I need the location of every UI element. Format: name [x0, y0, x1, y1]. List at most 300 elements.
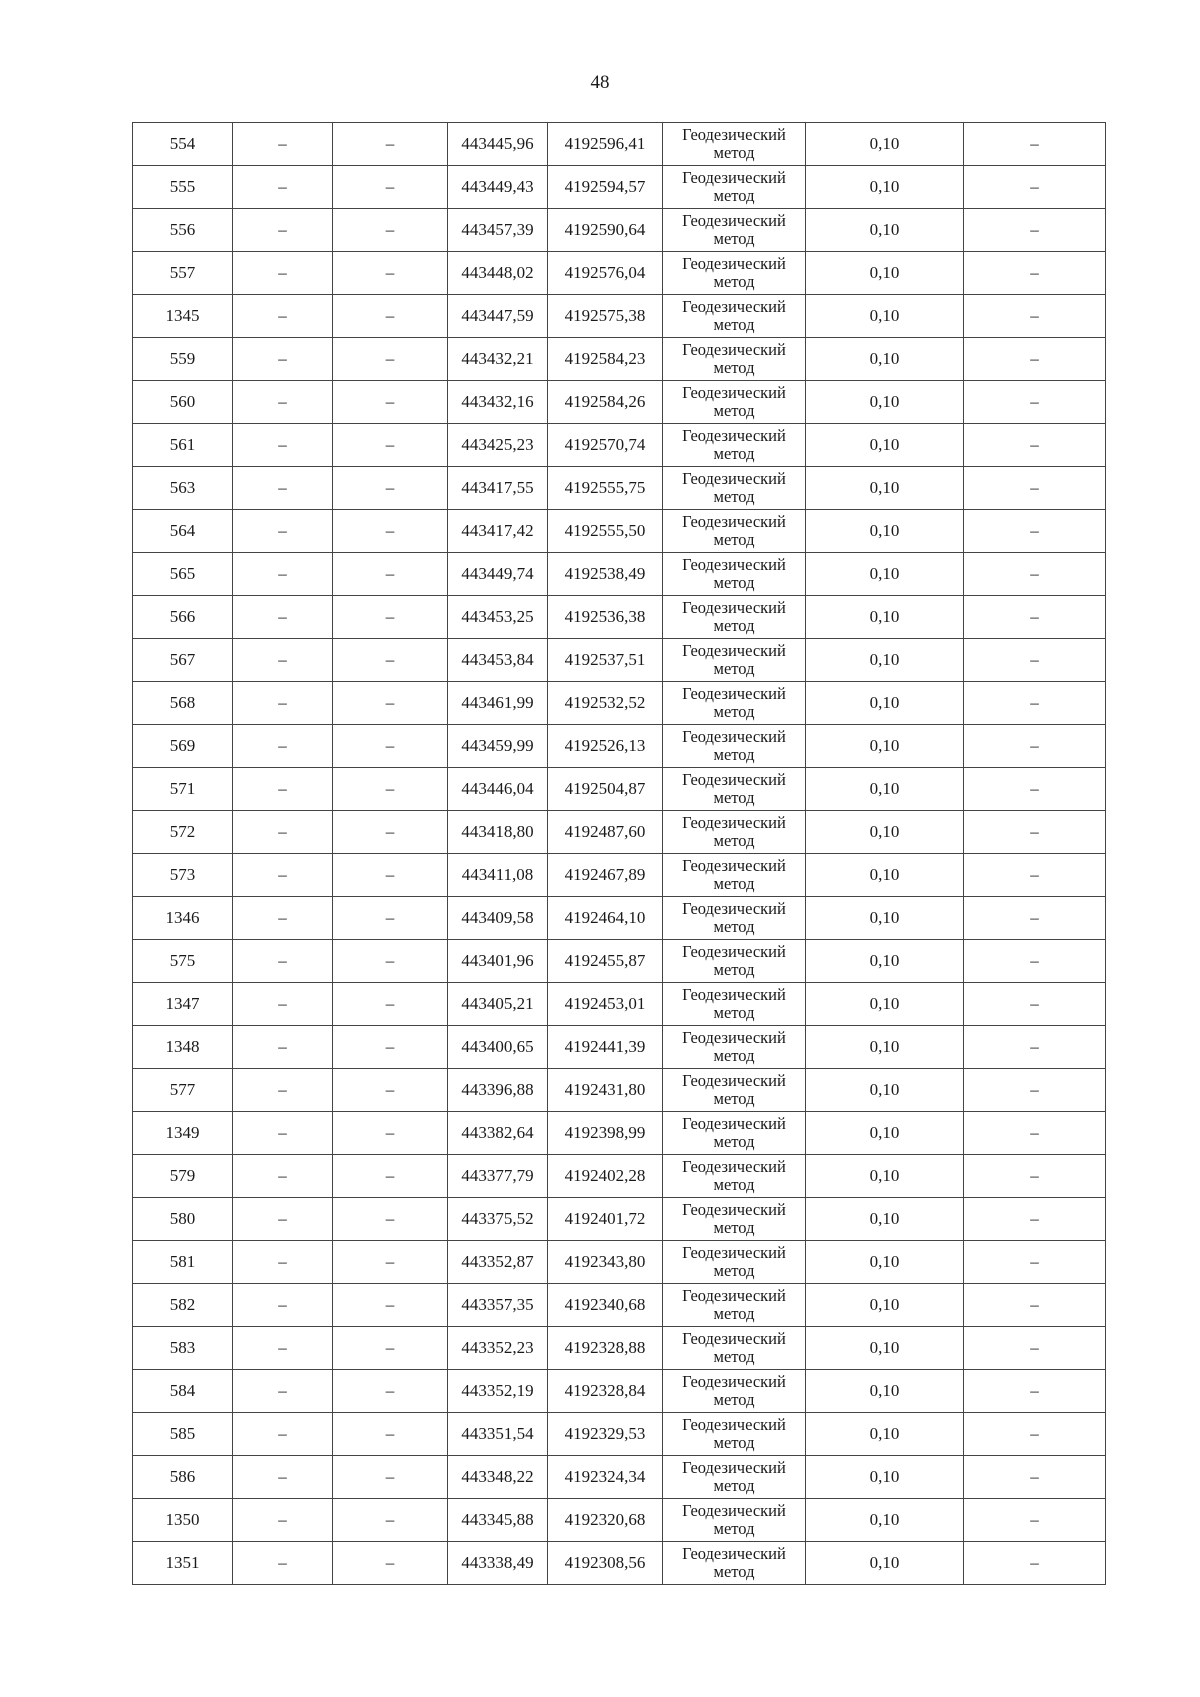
- y-coordinate-cell: 4192324,34: [548, 1456, 663, 1499]
- method-label-line1: Геодезический: [682, 812, 786, 832]
- point-number-cell: 566: [133, 596, 233, 639]
- dash-cell: –: [333, 338, 448, 381]
- point-number-cell: 565: [133, 553, 233, 596]
- dash-cell: –: [333, 1198, 448, 1241]
- accuracy-cell: 0,10: [806, 854, 964, 897]
- method-cell: [663, 1112, 806, 1155]
- accuracy-cell: 0,10: [806, 1370, 964, 1413]
- dash-cell: –: [233, 1456, 333, 1499]
- page-number: 48: [590, 72, 610, 93]
- dash-cell: –: [233, 1499, 333, 1542]
- method-cell: [663, 854, 806, 897]
- table-row: [133, 510, 1106, 553]
- dash-cell: –: [233, 940, 333, 983]
- dash-cell: –: [233, 1069, 333, 1112]
- method-label-line2: метод: [713, 1132, 755, 1151]
- method-cell: [663, 338, 806, 381]
- point-number-cell: 1351: [133, 1542, 233, 1585]
- dash-cell: –: [233, 166, 333, 209]
- table-row: [133, 1413, 1106, 1456]
- dash-cell: –: [233, 1542, 333, 1585]
- accuracy-cell: 0,10: [806, 338, 964, 381]
- method-label-line1: Геодезический: [682, 769, 786, 789]
- method-label-line2: метод: [713, 1089, 755, 1108]
- x-coordinate-cell: 443461,99: [448, 682, 548, 725]
- x-coordinate-cell: 443449,43: [448, 166, 548, 209]
- method-cell: [663, 209, 806, 252]
- y-coordinate-cell: 4192441,39: [548, 1026, 663, 1069]
- method-label-line1: Геодезический: [682, 640, 786, 660]
- dash-cell: –: [333, 1241, 448, 1284]
- table-row: [133, 897, 1106, 940]
- method-label-line1: Геодезический: [682, 1543, 786, 1563]
- dash-cell: –: [333, 295, 448, 338]
- table-row: [133, 1327, 1106, 1370]
- dash-cell: –: [233, 209, 333, 252]
- method-cell: [663, 1155, 806, 1198]
- method-label-line1: Геодезический: [682, 1328, 786, 1348]
- dash-cell: –: [233, 1155, 333, 1198]
- x-coordinate-cell: 443405,21: [448, 983, 548, 1026]
- dash-cell: –: [964, 1542, 1106, 1585]
- dash-cell: –: [333, 381, 448, 424]
- dash-cell: –: [333, 1112, 448, 1155]
- y-coordinate-cell: 4192555,50: [548, 510, 663, 553]
- dash-cell: –: [964, 1026, 1106, 1069]
- method-cell: [663, 1198, 806, 1241]
- accuracy-cell: 0,10: [806, 1155, 964, 1198]
- dash-cell: –: [333, 553, 448, 596]
- accuracy-cell: 0,10: [806, 252, 964, 295]
- dash-cell: –: [964, 1069, 1106, 1112]
- x-coordinate-cell: 443449,74: [448, 553, 548, 596]
- y-coordinate-cell: 4192329,53: [548, 1413, 663, 1456]
- accuracy-cell: 0,10: [806, 295, 964, 338]
- method-cell: [663, 1499, 806, 1542]
- method-label-line1: Геодезический: [682, 1156, 786, 1176]
- method-cell: [663, 1327, 806, 1370]
- x-coordinate-cell: 443448,02: [448, 252, 548, 295]
- dash-cell: –: [233, 1284, 333, 1327]
- x-coordinate-cell: 443396,88: [448, 1069, 548, 1112]
- method-label-line2: метод: [713, 530, 755, 549]
- point-number-cell: 557: [133, 252, 233, 295]
- table-body: [133, 123, 1106, 1585]
- x-coordinate-cell: 443432,16: [448, 381, 548, 424]
- accuracy-cell: 0,10: [806, 381, 964, 424]
- y-coordinate-cell: 4192320,68: [548, 1499, 663, 1542]
- table-row: [133, 725, 1106, 768]
- x-coordinate-cell: 443417,42: [448, 510, 548, 553]
- y-coordinate-cell: 4192343,80: [548, 1241, 663, 1284]
- method-cell: [663, 1241, 806, 1284]
- point-number-cell: 568: [133, 682, 233, 725]
- y-coordinate-cell: 4192398,99: [548, 1112, 663, 1155]
- method-label-line2: метод: [713, 616, 755, 635]
- dash-cell: –: [964, 295, 1106, 338]
- table-row: [133, 424, 1106, 467]
- point-number-cell: 577: [133, 1069, 233, 1112]
- table-row: [133, 1241, 1106, 1284]
- accuracy-cell: 0,10: [806, 1284, 964, 1327]
- accuracy-cell: 0,10: [806, 983, 964, 1026]
- dash-cell: –: [233, 510, 333, 553]
- accuracy-cell: 0,10: [806, 596, 964, 639]
- method-label-line2: метод: [713, 874, 755, 893]
- dash-cell: –: [333, 166, 448, 209]
- accuracy-cell: 0,10: [806, 1413, 964, 1456]
- method-label-line1: Геодезический: [682, 382, 786, 402]
- dash-cell: –: [964, 811, 1106, 854]
- point-number-cell: 564: [133, 510, 233, 553]
- method-label-line2: метод: [713, 1218, 755, 1237]
- dash-cell: –: [964, 897, 1106, 940]
- point-number-cell: 584: [133, 1370, 233, 1413]
- x-coordinate-cell: 443432,21: [448, 338, 548, 381]
- point-number-cell: 573: [133, 854, 233, 897]
- method-label-line1: Геодезический: [682, 210, 786, 230]
- method-label-line1: Геодезический: [682, 1414, 786, 1434]
- y-coordinate-cell: 4192584,26: [548, 381, 663, 424]
- dash-cell: –: [233, 123, 333, 166]
- dash-cell: –: [964, 1284, 1106, 1327]
- dash-cell: –: [233, 381, 333, 424]
- dash-cell: –: [233, 897, 333, 940]
- dash-cell: –: [233, 338, 333, 381]
- method-cell: [663, 1542, 806, 1585]
- table-row: [133, 1370, 1106, 1413]
- dash-cell: –: [964, 209, 1106, 252]
- y-coordinate-cell: 4192526,13: [548, 725, 663, 768]
- dash-cell: –: [333, 123, 448, 166]
- table-row: [133, 381, 1106, 424]
- table-row: [133, 123, 1106, 166]
- dash-cell: –: [964, 1499, 1106, 1542]
- x-coordinate-cell: 443459,99: [448, 725, 548, 768]
- dash-cell: –: [233, 1198, 333, 1241]
- dash-cell: –: [333, 1284, 448, 1327]
- dash-cell: –: [333, 1413, 448, 1456]
- table-row: [133, 252, 1106, 295]
- method-label-line1: Геодезический: [682, 597, 786, 617]
- table-row: [133, 338, 1106, 381]
- point-number-cell: 555: [133, 166, 233, 209]
- method-cell: [663, 897, 806, 940]
- method-label-line2: метод: [713, 1390, 755, 1409]
- dash-cell: –: [333, 639, 448, 682]
- accuracy-cell: 0,10: [806, 1112, 964, 1155]
- method-label-line2: метод: [713, 186, 755, 205]
- method-label-line1: Геодезический: [682, 296, 786, 316]
- dash-cell: –: [233, 854, 333, 897]
- method-label-line2: метод: [713, 745, 755, 764]
- x-coordinate-cell: 443409,58: [448, 897, 548, 940]
- point-number-cell: 572: [133, 811, 233, 854]
- method-cell: [663, 467, 806, 510]
- accuracy-cell: 0,10: [806, 1026, 964, 1069]
- x-coordinate-cell: 443377,79: [448, 1155, 548, 1198]
- accuracy-cell: 0,10: [806, 725, 964, 768]
- x-coordinate-cell: 443338,49: [448, 1542, 548, 1585]
- x-coordinate-cell: 443446,04: [448, 768, 548, 811]
- method-cell: [663, 510, 806, 553]
- method-label-line1: Геодезический: [682, 726, 786, 746]
- table-row: [133, 209, 1106, 252]
- dash-cell: –: [233, 295, 333, 338]
- method-label-line1: Геодезический: [682, 339, 786, 359]
- table-row: [133, 1456, 1106, 1499]
- method-label-line1: Геодезический: [682, 124, 786, 144]
- method-label-line1: Геодезический: [682, 1285, 786, 1305]
- method-cell: [663, 1026, 806, 1069]
- dash-cell: –: [333, 725, 448, 768]
- method-label-line2: метод: [713, 1003, 755, 1022]
- table-row: [133, 1155, 1106, 1198]
- y-coordinate-cell: 4192504,87: [548, 768, 663, 811]
- dash-cell: –: [333, 940, 448, 983]
- point-number-cell: 585: [133, 1413, 233, 1456]
- accuracy-cell: 0,10: [806, 940, 964, 983]
- accuracy-cell: 0,10: [806, 1241, 964, 1284]
- point-number-cell: 1345: [133, 295, 233, 338]
- y-coordinate-cell: 4192532,52: [548, 682, 663, 725]
- y-coordinate-cell: 4192590,64: [548, 209, 663, 252]
- method-cell: [663, 639, 806, 682]
- method-label-line1: Геодезический: [682, 1500, 786, 1520]
- dash-cell: –: [964, 424, 1106, 467]
- method-cell: [663, 1284, 806, 1327]
- dash-cell: –: [964, 983, 1106, 1026]
- table-row: [133, 639, 1106, 682]
- method-label-line1: Геодезический: [682, 855, 786, 875]
- method-label-line2: метод: [713, 401, 755, 420]
- x-coordinate-cell: 443352,87: [448, 1241, 548, 1284]
- x-coordinate-cell: 443351,54: [448, 1413, 548, 1456]
- point-number-cell: 554: [133, 123, 233, 166]
- method-label-line1: Геодезический: [682, 253, 786, 273]
- dash-cell: –: [233, 639, 333, 682]
- table-row: [133, 1284, 1106, 1327]
- method-label-line2: метод: [713, 1046, 755, 1065]
- point-number-cell: 560: [133, 381, 233, 424]
- method-label-line2: метод: [713, 831, 755, 850]
- dash-cell: –: [333, 1499, 448, 1542]
- dash-cell: –: [964, 1241, 1106, 1284]
- point-number-cell: 581: [133, 1241, 233, 1284]
- accuracy-cell: 0,10: [806, 553, 964, 596]
- dash-cell: –: [333, 1155, 448, 1198]
- accuracy-cell: 0,10: [806, 811, 964, 854]
- x-coordinate-cell: 443447,59: [448, 295, 548, 338]
- dash-cell: –: [964, 252, 1106, 295]
- method-label-line2: метод: [713, 1347, 755, 1366]
- y-coordinate-cell: 4192464,10: [548, 897, 663, 940]
- x-coordinate-cell: 443352,19: [448, 1370, 548, 1413]
- dash-cell: –: [233, 811, 333, 854]
- dash-cell: –: [233, 1370, 333, 1413]
- method-label-line1: Геодезический: [682, 468, 786, 488]
- x-coordinate-cell: 443411,08: [448, 854, 548, 897]
- method-cell: [663, 1370, 806, 1413]
- y-coordinate-cell: 4192594,57: [548, 166, 663, 209]
- method-cell: [663, 811, 806, 854]
- method-label-line2: метод: [713, 1476, 755, 1495]
- dash-cell: –: [333, 768, 448, 811]
- point-number-cell: 1349: [133, 1112, 233, 1155]
- x-coordinate-cell: 443348,22: [448, 1456, 548, 1499]
- x-coordinate-cell: 443401,96: [448, 940, 548, 983]
- dash-cell: –: [333, 811, 448, 854]
- method-cell: [663, 381, 806, 424]
- accuracy-cell: 0,10: [806, 467, 964, 510]
- point-number-cell: 1348: [133, 1026, 233, 1069]
- method-label-line1: Геодезический: [682, 941, 786, 961]
- dash-cell: –: [964, 596, 1106, 639]
- dash-cell: –: [964, 1112, 1106, 1155]
- dash-cell: –: [964, 338, 1106, 381]
- y-coordinate-cell: 4192584,23: [548, 338, 663, 381]
- dash-cell: –: [964, 467, 1106, 510]
- method-label-line1: Геодезический: [682, 425, 786, 445]
- x-coordinate-cell: 443418,80: [448, 811, 548, 854]
- method-label-line1: Геодезический: [682, 683, 786, 703]
- dash-cell: –: [964, 940, 1106, 983]
- accuracy-cell: 0,10: [806, 1198, 964, 1241]
- table-row: [133, 983, 1106, 1026]
- point-number-cell: 1346: [133, 897, 233, 940]
- dash-cell: –: [964, 682, 1106, 725]
- x-coordinate-cell: 443400,65: [448, 1026, 548, 1069]
- dash-cell: –: [964, 1198, 1106, 1241]
- dash-cell: –: [233, 252, 333, 295]
- dash-cell: –: [964, 123, 1106, 166]
- table-row: [133, 596, 1106, 639]
- x-coordinate-cell: 443425,23: [448, 424, 548, 467]
- x-coordinate-cell: 443417,55: [448, 467, 548, 510]
- point-number-cell: 580: [133, 1198, 233, 1241]
- method-label-line1: Геодезический: [682, 1371, 786, 1391]
- table-row: [133, 1026, 1106, 1069]
- method-label-line1: Геодезический: [682, 1113, 786, 1133]
- method-label-line2: метод: [713, 487, 755, 506]
- table-row: [133, 682, 1106, 725]
- method-label-line2: метод: [713, 1562, 755, 1581]
- accuracy-cell: 0,10: [806, 424, 964, 467]
- x-coordinate-cell: 443382,64: [448, 1112, 548, 1155]
- dash-cell: –: [233, 1026, 333, 1069]
- point-number-cell: 556: [133, 209, 233, 252]
- point-number-cell: 1350: [133, 1499, 233, 1542]
- method-cell: [663, 768, 806, 811]
- dash-cell: –: [964, 639, 1106, 682]
- y-coordinate-cell: 4192401,72: [548, 1198, 663, 1241]
- table-row: [133, 295, 1106, 338]
- dash-cell: –: [233, 1241, 333, 1284]
- point-number-cell: 563: [133, 467, 233, 510]
- method-cell: [663, 1456, 806, 1499]
- dash-cell: –: [964, 854, 1106, 897]
- dash-cell: –: [333, 1370, 448, 1413]
- dash-cell: –: [233, 1327, 333, 1370]
- y-coordinate-cell: 4192328,84: [548, 1370, 663, 1413]
- method-label-line2: метод: [713, 1433, 755, 1452]
- dash-cell: –: [964, 1155, 1106, 1198]
- accuracy-cell: 0,10: [806, 123, 964, 166]
- y-coordinate-cell: 4192328,88: [548, 1327, 663, 1370]
- method-label-line2: метод: [713, 272, 755, 291]
- accuracy-cell: 0,10: [806, 510, 964, 553]
- method-cell: [663, 1069, 806, 1112]
- dash-cell: –: [233, 682, 333, 725]
- dash-cell: –: [333, 1542, 448, 1585]
- dash-cell: –: [333, 854, 448, 897]
- dash-cell: –: [233, 1112, 333, 1155]
- dash-cell: –: [333, 1327, 448, 1370]
- table-row: [133, 467, 1106, 510]
- dash-cell: –: [233, 768, 333, 811]
- y-coordinate-cell: 4192596,41: [548, 123, 663, 166]
- table-row: [133, 768, 1106, 811]
- accuracy-cell: 0,10: [806, 1542, 964, 1585]
- x-coordinate-cell: 443453,84: [448, 639, 548, 682]
- x-coordinate-cell: 443375,52: [448, 1198, 548, 1241]
- dash-cell: –: [964, 1456, 1106, 1499]
- accuracy-cell: 0,10: [806, 897, 964, 940]
- y-coordinate-cell: 4192402,28: [548, 1155, 663, 1198]
- y-coordinate-cell: 4192453,01: [548, 983, 663, 1026]
- accuracy-cell: 0,10: [806, 209, 964, 252]
- dash-cell: –: [333, 682, 448, 725]
- y-coordinate-cell: 4192576,04: [548, 252, 663, 295]
- dash-cell: –: [333, 897, 448, 940]
- method-label-line1: Геодезический: [682, 1070, 786, 1090]
- dash-cell: –: [964, 510, 1106, 553]
- x-coordinate-cell: 443457,39: [448, 209, 548, 252]
- method-label-line2: метод: [713, 229, 755, 248]
- dash-cell: –: [333, 1069, 448, 1112]
- method-label-line1: Геодезический: [682, 898, 786, 918]
- method-label-line1: Геодезический: [682, 511, 786, 531]
- method-cell: [663, 940, 806, 983]
- x-coordinate-cell: 443445,96: [448, 123, 548, 166]
- table-row: [133, 854, 1106, 897]
- dash-cell: –: [964, 1413, 1106, 1456]
- dash-cell: –: [964, 381, 1106, 424]
- method-label-line1: Геодезический: [682, 1242, 786, 1262]
- point-number-cell: 567: [133, 639, 233, 682]
- dash-cell: –: [233, 553, 333, 596]
- dash-cell: –: [233, 725, 333, 768]
- table-row: [133, 1542, 1106, 1585]
- accuracy-cell: 0,10: [806, 166, 964, 209]
- y-coordinate-cell: 4192467,89: [548, 854, 663, 897]
- y-coordinate-cell: 4192570,74: [548, 424, 663, 467]
- method-label-line1: Геодезический: [682, 1457, 786, 1477]
- y-coordinate-cell: 4192538,49: [548, 553, 663, 596]
- y-coordinate-cell: 4192536,38: [548, 596, 663, 639]
- x-coordinate-cell: 443357,35: [448, 1284, 548, 1327]
- method-label-line2: метод: [713, 315, 755, 334]
- table-row: [133, 940, 1106, 983]
- accuracy-cell: 0,10: [806, 639, 964, 682]
- table-row: [133, 166, 1106, 209]
- y-coordinate-cell: 4192455,87: [548, 940, 663, 983]
- table-row: [133, 1112, 1106, 1155]
- dash-cell: –: [333, 596, 448, 639]
- dash-cell: –: [964, 768, 1106, 811]
- dash-cell: –: [333, 252, 448, 295]
- table-row: [133, 811, 1106, 854]
